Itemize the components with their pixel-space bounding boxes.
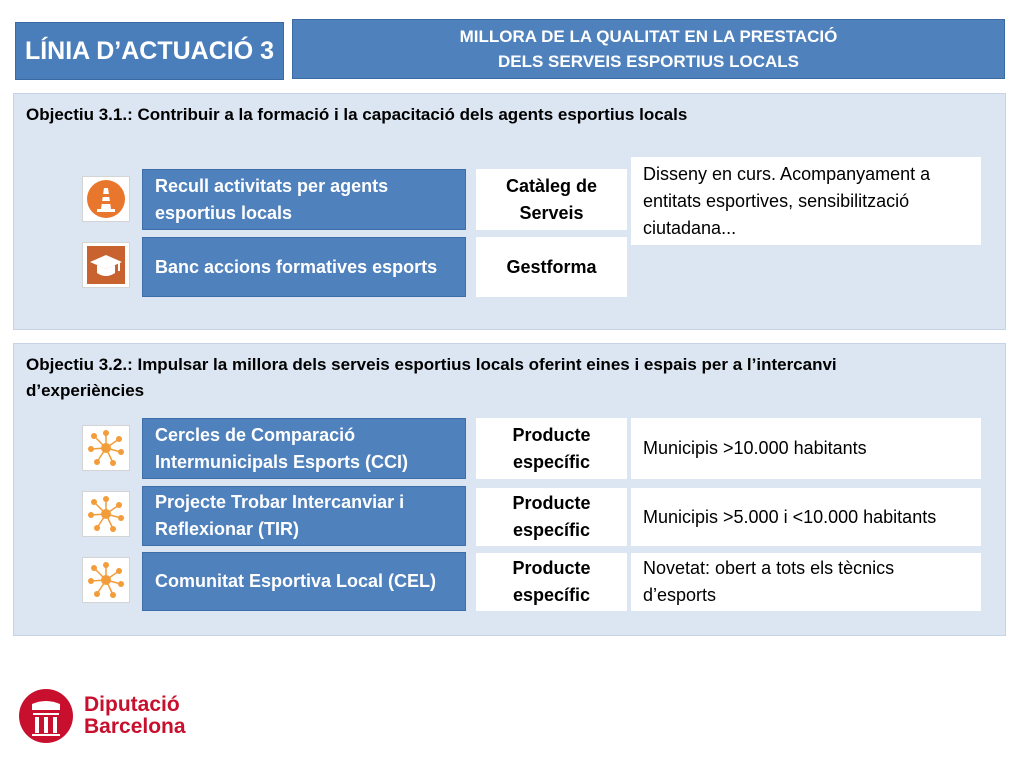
recull-activitats-button[interactable]: Recull activitats per agents esportius locals [142,169,466,230]
banner-line-1: MILLORA DE LA QUALITAT EN LA PRESTACIÓ [459,27,838,46]
cataleg-serveis-label: Catàleg de Serveis [476,169,627,230]
tir-producte-label: Producte específic [476,488,627,546]
diputacio-barcelona-logo-icon [18,688,74,744]
objective-3-2-title [26,352,996,404]
cci-note: Municipis >10.000 habitants [631,418,981,479]
cci-button[interactable]: Cercles de Comparació Intermunicipals Esports (CCI) [142,418,466,479]
banc-accions-button[interactable]: Banc accions formatives esports [142,237,466,297]
tir-button[interactable]: Projecte Trobar Intercanviar i Reflexionar (TIR) [142,486,466,546]
header-banner [292,19,1005,79]
gestforma-label: Gestforma [476,237,627,297]
objective-3-2-title-line-2: d’experiències [26,381,145,400]
objective-3-1-note: Disseny en curs. Acompanyament a entitats esportives, sensibilització ciutadana... [631,157,981,245]
cel-button[interactable]: Comunitat Esportiva Local (CEL) [142,552,466,611]
objective-3-2-title-line-1: Objectiu 3.2.: Impulsar la millora dels serveis esportius locals oferint eines i espais per a l’intercanvi [26,355,837,374]
graduation-cap-icon [82,242,130,288]
banner-line-2: DELS SERVEIS ESPORTIUS LOCALS [497,52,800,71]
cel-producte-label: Producte específic [476,553,627,611]
cci-producte-label: Producte específic [476,418,627,479]
network-icon [82,491,130,537]
objective-3-1-title: Objectiu 3.1.: Contribuir a la formació i la capacitació dels agents esportius locals [26,105,688,124]
logo-line-1: Diputació [84,693,180,716]
tir-note: Municipis >5.000 i <10.000 habitants [631,488,981,546]
traffic-cone-icon [82,176,130,222]
network-icon [82,425,130,471]
logo-line-2: Barcelona [84,715,186,738]
diputacio-barcelona-logo-text [84,694,224,738]
cel-note: Novetat: obert a tots els tècnics d’esports [631,553,981,611]
line-title: LÍNIA D’ACTUACIÓ 3 [15,22,284,80]
network-icon [82,557,130,603]
